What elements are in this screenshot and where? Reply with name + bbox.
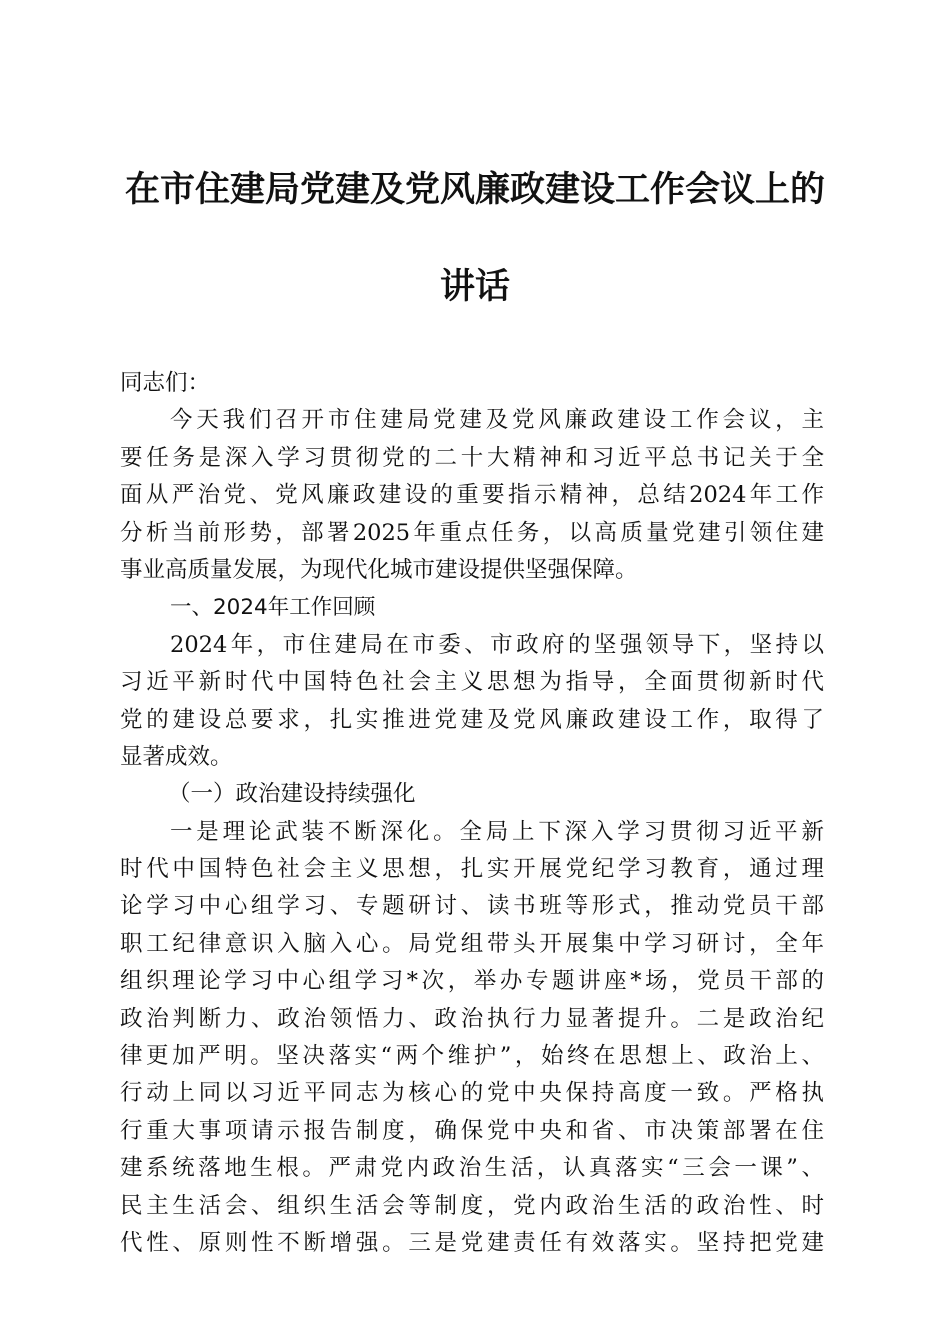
body-line: 论学习中心组学习、专题研讨、读书班等形式，推动党员干部 [120, 893, 824, 920]
body-line: 代性、原则性不断增强。三是党建责任有效落实。坚持把党建 [120, 1229, 824, 1256]
document-title-line-2: 讲话 [439, 267, 510, 307]
body-line: 组织理论学习中心组学习*次，举办专题讲座*场，党员干部的 [120, 968, 824, 995]
body-line: 政治判断力、政治领悟力、政治执行力显著提升。二是政治纪 [120, 1005, 824, 1032]
body-line: 律更加严明。坚决落实“两个维护”，始终在思想上、政治上、 [120, 1043, 824, 1070]
intro-line: 要任务是深入学习贯彻党的二十大精神和习近平总书记关于全 [120, 444, 824, 471]
body-line: 职工纪律意识入脑入心。局党组带头开展集中学习研讨，全年 [120, 930, 824, 957]
body-line: 行动上同以习近平同志为核心的党中央保持高度一致。严格执 [120, 1080, 824, 1107]
section-heading: 一、2024年工作回顾 [170, 595, 376, 621]
section-intro-line: 习近平新时代中国特色社会主义思想为指导，全面贯彻新时代 [120, 669, 824, 696]
intro-line: 今天我们召开市住建局党建及党风廉政建设工作会议，主 [170, 407, 824, 434]
intro-line: 分析当前形势，部署2025年重点任务，以高质量党建引领住建 [120, 519, 824, 546]
body-line: 建系统落地生根。严肃党内政治生活，认真落实“三会一课”、 [120, 1155, 824, 1182]
document-title-line-1: 在市住建局党建及党风廉政建设工作会议上的 [124, 170, 825, 210]
section-intro-line: 党的建设总要求，扎实推进党建及党风廉政建设工作，取得了 [120, 706, 824, 733]
section-intro-line: 显著成效。 [120, 743, 233, 770]
document-body [120, 365, 824, 1262]
body-line: 行重大事项请示报告制度，确保党中央和省、市决策部署在住 [120, 1117, 824, 1144]
body-line: 一是理论武装不断深化。全局上下深入学习贯彻习近平新 [170, 818, 824, 845]
subsection-heading: （一）政治建设持续强化 [168, 781, 416, 808]
body-line: 民主生活会、组织生活会等制度，党内政治生活的政治性、时 [120, 1192, 824, 1219]
intro-line: 事业高质量发展，为现代化城市建设提供坚强保障。 [120, 556, 638, 583]
body-line: 时代中国特色社会主义思想，扎实开展党纪学习教育，通过理 [120, 856, 824, 883]
salutation: 同志们： [120, 370, 211, 396]
intro-line: 面从严治党、党风廉政建设的重要指示精神，总结2024年工作 [120, 482, 824, 509]
section-intro-line: 2024年，市住建局在市委、市政府的坚强领导下，坚持以 [170, 631, 824, 658]
